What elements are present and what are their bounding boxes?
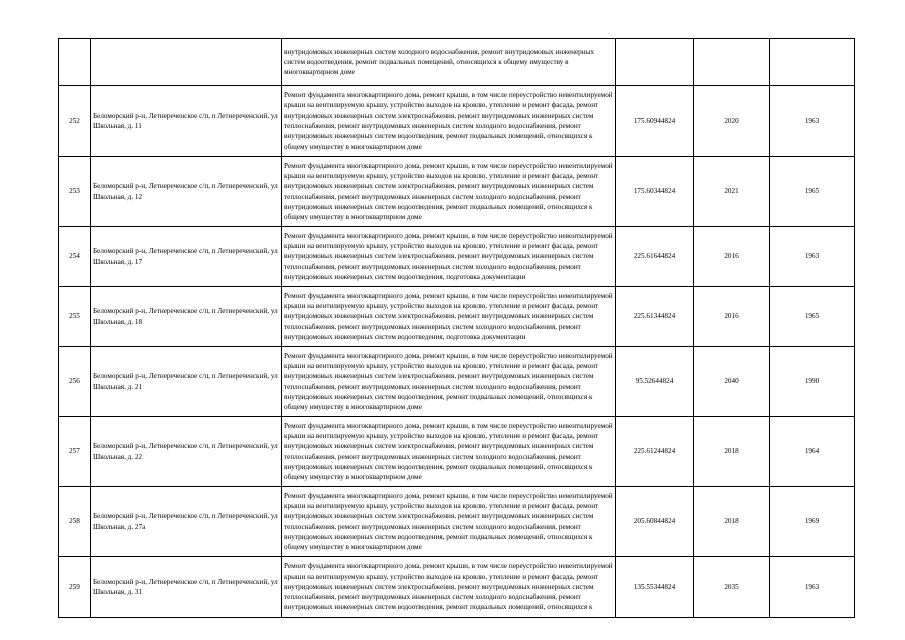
row-number: 259 [59,557,91,618]
row-repair-year [694,39,770,86]
row-build-year: 1964 [770,417,855,487]
table-row [59,487,855,557]
row-address [91,39,282,86]
row-repair-year: 2020 [694,86,770,157]
row-build-year: 1963 [770,557,855,618]
row-repair-year: 2018 [694,417,770,487]
row-works: Ремонт фундамента многоквартирного дома, ремонт крыши, в том числе переустройство невентилируемой крыши на вентилируемую крышу, устройство выходов на кровлю, утепление и ремонт фасада, ремонт внутридомовых инженерных систем электроснабжения, ремонт внутридомовых инженерных систем теплоснабжения, ремонт внутридомовых инженерных систем холодного водоснабжения, ремонт внутридомовых инженерных систем водоотведения, ремонт подвальных помещений, относящихся к общему имуществу в многоквартирном доме [282,417,616,487]
row-number: 253 [59,157,91,227]
row-number: 252 [59,86,91,157]
row-address: Беломорский р-н, Летнереченское с/п, п Летнереченский, ул Школьная, д. 31 [91,557,282,618]
row-works: Ремонт фундамента многоквартирного дома, ремонт крыши, в том числе переустройство невентилируемой крыши на вентилируемую крышу, устройство выходов на кровлю, утепление и ремонт фасада, ремонт внутридомовых инженерных систем электроснабжения, ремонт внутридомовых инженерных систем теплоснабжения, ремонт внутридомовых инженерных систем холодного водоснабжения, ремонт внутридомовых инженерных систем водоотведения, ремонт подвальных помещений, относящихся к общему имуществу в многоквартирном доме [282,487,616,557]
table-row [59,39,855,86]
row-cost: 225.61644824 [616,227,694,287]
housing-repair-table [58,38,855,618]
row-build-year: 1965 [770,157,855,227]
row-number: 254 [59,227,91,287]
row-repair-year: 2018 [694,487,770,557]
row-works: Ремонт фундамента многоквартирного дома, ремонт крыши, в том числе переустройство невентилируемой крыши на вентилируемую крышу, устройство выходов на кровлю, утепление и ремонт фасада, ремонт внутридомовых инженерных систем электроснабжения, ремонт внутридомовых инженерных систем теплоснабжения, ремонт внутридомовых инженерных систем холодного водоснабжения, ремонт внутридомовых инженерных систем водоотведения, ремонт подвальных помещений, относящихся к общему имуществу в многоквартирном доме [282,86,616,157]
row-cost [616,39,694,86]
row-repair-year: 2021 [694,157,770,227]
row-number: 257 [59,417,91,487]
row-address: Беломорский р-н, Летнереченское с/п, п Летнереченский, ул Школьная, д. 22 [91,417,282,487]
row-cost: 175.60944824 [616,86,694,157]
row-build-year: 1969 [770,487,855,557]
row-build-year: 1963 [770,227,855,287]
table-row [59,86,855,157]
row-build-year: 1990 [770,347,855,417]
row-number [59,39,91,86]
table-row [59,227,855,287]
row-cost: 95.52644824 [616,347,694,417]
row-works: Ремонт фундамента многоквартирного дома, ремонт крыши, в том числе переустройство невентилируемой крыши на вентилируемую крышу, устройство выходов на кровлю, утепление и ремонт фасада, ремонт внутридомовых инженерных систем электроснабжения, ремонт внутридомовых инженерных систем теплоснабжения, ремонт внутридомовых инженерных систем холодного водоснабжения, ремонт внутридомовых инженерных систем водоотведения, подготовка документации [282,287,616,347]
row-address: Беломорский р-н, Летнереченское с/п, п Летнереченский, ул Школьная, д. 11 [91,86,282,157]
row-works: Ремонт фундамента многоквартирного дома, ремонт крыши, в том числе переустройство невентилируемой крыши на вентилируемую крышу, устройство выходов на кровлю, утепление и ремонт фасада, ремонт внутридомовых инженерных систем электроснабжения, ремонт внутридомовых инженерных систем теплоснабжения, ремонт внутридомовых инженерных систем холодного водоснабжения, ремонт внутридомовых инженерных систем водоотведения, ремонт подвальных помещений, относящихся к общему имуществу в многоквартирном доме [282,157,616,227]
row-cost: 225.61244824 [616,417,694,487]
row-build-year [770,39,855,86]
row-address: Беломорский р-н, Летнереченское с/п, п Летнереченский, ул Школьная, д. 17 [91,227,282,287]
row-cost: 205.60844824 [616,487,694,557]
row-works: Ремонт фундамента многоквартирного дома, ремонт крыши, в том числе переустройство невентилируемой крыши на вентилируемую крышу, устройство выходов на кровлю, утепление и ремонт фасада, ремонт внутридомовых инженерных систем электроснабжения, ремонт внутридомовых инженерных систем теплоснабжения, ремонт внутридомовых инженерных систем холодного водоснабжения, ремонт внутридомовых инженерных систем водоотведения, ремонт подвальных помещений, относящихся к общему имуществу в многоквартирном доме [282,347,616,417]
row-number: 255 [59,287,91,347]
row-address: Беломорский р-н, Летнереченское с/п, п Летнереченский, ул Школьная, д. 18 [91,287,282,347]
row-cost: 175.60344824 [616,157,694,227]
row-build-year: 1963 [770,86,855,157]
row-works: Ремонт фундамента многоквартирного дома, ремонт крыши, в том числе переустройство невентилируемой крыши на вентилируемую крышу, устройство выходов на кровлю, утепление и ремонт фасада, ремонт внутридомовых инженерных систем электроснабжения, ремонт внутридомовых инженерных систем теплоснабжения, ремонт внутридомовых инженерных систем холодного водоснабжения, ремонт внутридомовых инженерных систем водоотведения, ремонт подвальных помещений, относящихся к [282,557,616,618]
row-address: Беломорский р-н, Летнереченское с/п, п Летнереченский, ул Школьная, д. 21 [91,347,282,417]
row-repair-year: 2035 [694,557,770,618]
table-row [59,287,855,347]
row-works: Ремонт фундамента многоквартирного дома, ремонт крыши, в том числе переустройство невентилируемой крыши на вентилируемую крышу, устройство выходов на кровлю, утепление и ремонт фасада, ремонт внутридомовых инженерных систем электроснабжения, ремонт внутридомовых инженерных систем теплоснабжения, ремонт внутридомовых инженерных систем холодного водоснабжения, ремонт внутридомовых инженерных систем водоотведения, подготовка документации [282,227,616,287]
row-build-year: 1965 [770,287,855,347]
row-repair-year: 2016 [694,287,770,347]
table-row [59,417,855,487]
row-address: Беломорский р-н, Летнереченское с/п, п Летнереченский, ул Школьная, д. 27а [91,487,282,557]
table-row [59,157,855,227]
row-cost: 135.55344824 [616,557,694,618]
row-number: 258 [59,487,91,557]
table-row [59,347,855,417]
row-works: внутридомовых инженерных систем холодного водоснабжения, ремонт внутридомовых инженерных систем водоотведения, ремонт подвальных помещений, относящихся к общему имуществу в многоквартирном доме [282,39,616,86]
row-repair-year: 2016 [694,227,770,287]
row-cost: 225.61344824 [616,287,694,347]
table-row [59,557,855,618]
row-repair-year: 2040 [694,347,770,417]
row-number: 256 [59,347,91,417]
row-address: Беломорский р-н, Летнереченское с/п, п Летнереченский, ул Школьная, д. 12 [91,157,282,227]
